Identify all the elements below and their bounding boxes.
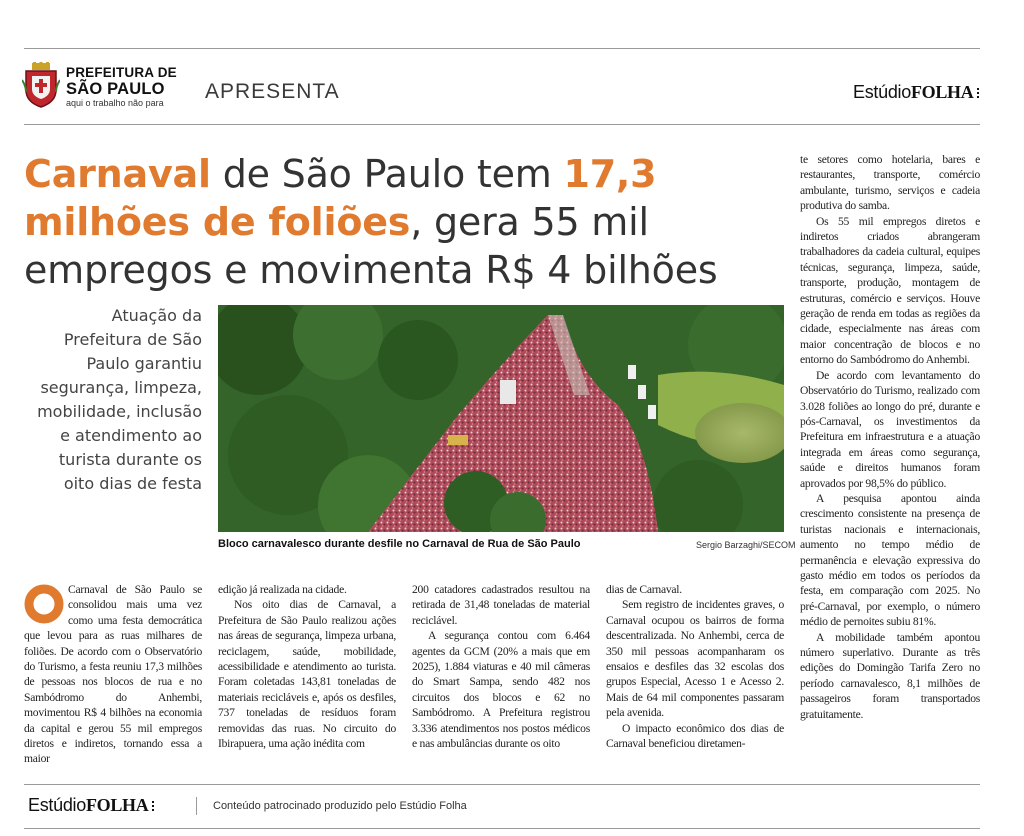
footer-estudio-folha-logo [28,795,154,816]
header-bottom-rule [24,124,980,125]
body-column-4 [606,582,784,767]
body-column-2 [218,582,396,767]
carnival-aerial-photo [218,305,784,532]
photo-credit: Sergio Barzaghi/SECOM [696,540,796,550]
footer-brand-dots-icon [152,801,154,811]
dropcap-o-icon [24,584,64,624]
paragraph: Sem registro de incidentes graves, o Carnaval ocupou os bairros de forma descentralizada. No Anhembi, cerca de 350 mil pessoas acompanharam os ensaios e desfiles das 32 escolas dos grupos Especial, Acesso 1 e Acesso 2. Mais de 64 mil componentes passaram pela avenida. [606,598,784,720]
paragraph: O impacto econômico dos dias de Carnaval beneficiou diretamen- [606,721,784,751]
headline-text-1: de São Paulo tem [210,152,564,196]
paragraph: edição já realizada na cidade. [218,583,347,596]
photo-caption: Bloco carnavalesco durante desfile no Carnaval de Rua de São Paulo [218,538,581,550]
headline [24,150,804,294]
sponsor-logo-text [66,66,177,109]
footer-brand-bold: FOLHA [85,795,149,815]
top-rule [24,48,980,49]
lead-paragraph: Atuação da Prefeitura de São Paulo garantiu segurança, limpeza, mobilidade, inclusão e atendimento ao turista durante os oito dias de festa [37,306,202,493]
body-column-5 [800,152,980,767]
footer-brand-light: Estúdio [28,795,86,815]
paragraph: A segurança contou com 6.464 agentes da GCM (20% a mais que em 2025), 1.884 viaturas e 40 mil câmeras do Smart Sampa, sendo 482 nos circuitos dos blocos e 62 no Sambódromo. A Prefeitura registrou 3.336 atendimentos nos postos médicos e nas ambulâncias durante os oito [412,629,590,751]
sponsored-content-notice: Conteúdo patrocinado produzido pelo Estúdio Folha [213,800,467,812]
paragraph: Nos oito dias de Carnaval, a Prefeitura de São Paulo realizou ações nas áreas de segurança, limpeza urbana, reciclagem, saúde, mobilidade, acessibilidade e atendimento ao turista. Foram coletadas 143,81 toneladas de materiais recicláveis e, após os desfiles, 737 toneladas de resíduos foram removidas das ruas. No circuito do Ibirapuera, uma ação inédita com [218,598,396,751]
sponsor-line-1: PREFEITURA DE [66,65,177,80]
brand-dots-icon [977,88,979,98]
body-column-3 [412,582,590,767]
sponsor-line-2: SÃO PAULO [66,80,165,98]
city-crest-icon [22,62,60,108]
paragraph: Os 55 mil empregos diretos e indiretos criados abrangeram trabalhadores da cadeia cultural, equipes técnicas, segurança, limpeza, saúde, transporte, produção, montagem de estruturas, comércio e serviços. Houve geração de renda em todas as regiões da cidade, especialmente nas áreas com maior concentração de blocos e no entorno do Sambódromo do Anhembi. [800,214,980,367]
paragraph: 200 catadores cadastrados resultou na retirada de 31,48 toneladas de material reciclável. [412,583,590,627]
bottom-rule [24,828,980,829]
paragraph: dias de Carnaval. [606,583,682,596]
paragraph: Carnaval de São Paulo se consolidou mais uma vez como uma festa democrática que levou para as ruas milhares de foliões. De acordo com o Observatório do Turismo, a festa reuniu 17,3 milhões de pessoas nos blocos de rua e no Sambódromo do Anhembi, movimentou R$ 4 bilhões na economia da capital e gerou 55 mil empregos diretos e indiretos, tornando essa a maior [24,583,202,766]
sponsor-slogan: aqui o trabalho não para [66,98,164,108]
paragraph: De acordo com levantamento do Observatório do Turismo, realizado com 3.028 foliões ao longo do pré, durante e pós-Carnaval, os investimentos da Prefeitura em infraestrutura e a atuação integrada em áreas como segurança, saúde e direitos humanos foram aprovados por 98,5% do público. [800,368,980,490]
presents-label: APRESENTA [205,80,340,103]
brand-bold: FOLHA [910,82,974,102]
headline-highlight-1: Carnaval [24,152,211,196]
paragraph: te setores como hotelaria, bares e restaurantes, transporte, comércio ambulante, turismo, serviços e cadeia produtiva do samba. [800,153,980,213]
estudio-folha-logo [853,82,979,103]
body-column-1 [24,582,202,767]
paragraph: A pesquisa apontou ainda crescimento consistente na presença de turistas nacionais e internacionais, aumento no tempo médio de permanência e elevação expressiva do gasto médio em todos os períodos da festa, em comparação com 2025. No pré-Carnaval, por exemplo, o número médio de pernoites subiu 81%. [800,491,980,629]
footer-top-rule [24,784,980,785]
paragraph: A mobilidade também apontou número superlativo. Durante as três edições do Domingão Tarifa Zero no período carnavalesco, 8,1 milhões de passageiros foram transportados gratuitamente. [800,630,980,721]
headline-highlight-2: 17,3 milhões de foliões [24,152,657,244]
footer-divider [196,797,197,815]
headline-text-2: , gera 55 mil empregos e movimenta R$ 4 bilhões [24,200,718,292]
brand-light: Estúdio [853,82,911,102]
